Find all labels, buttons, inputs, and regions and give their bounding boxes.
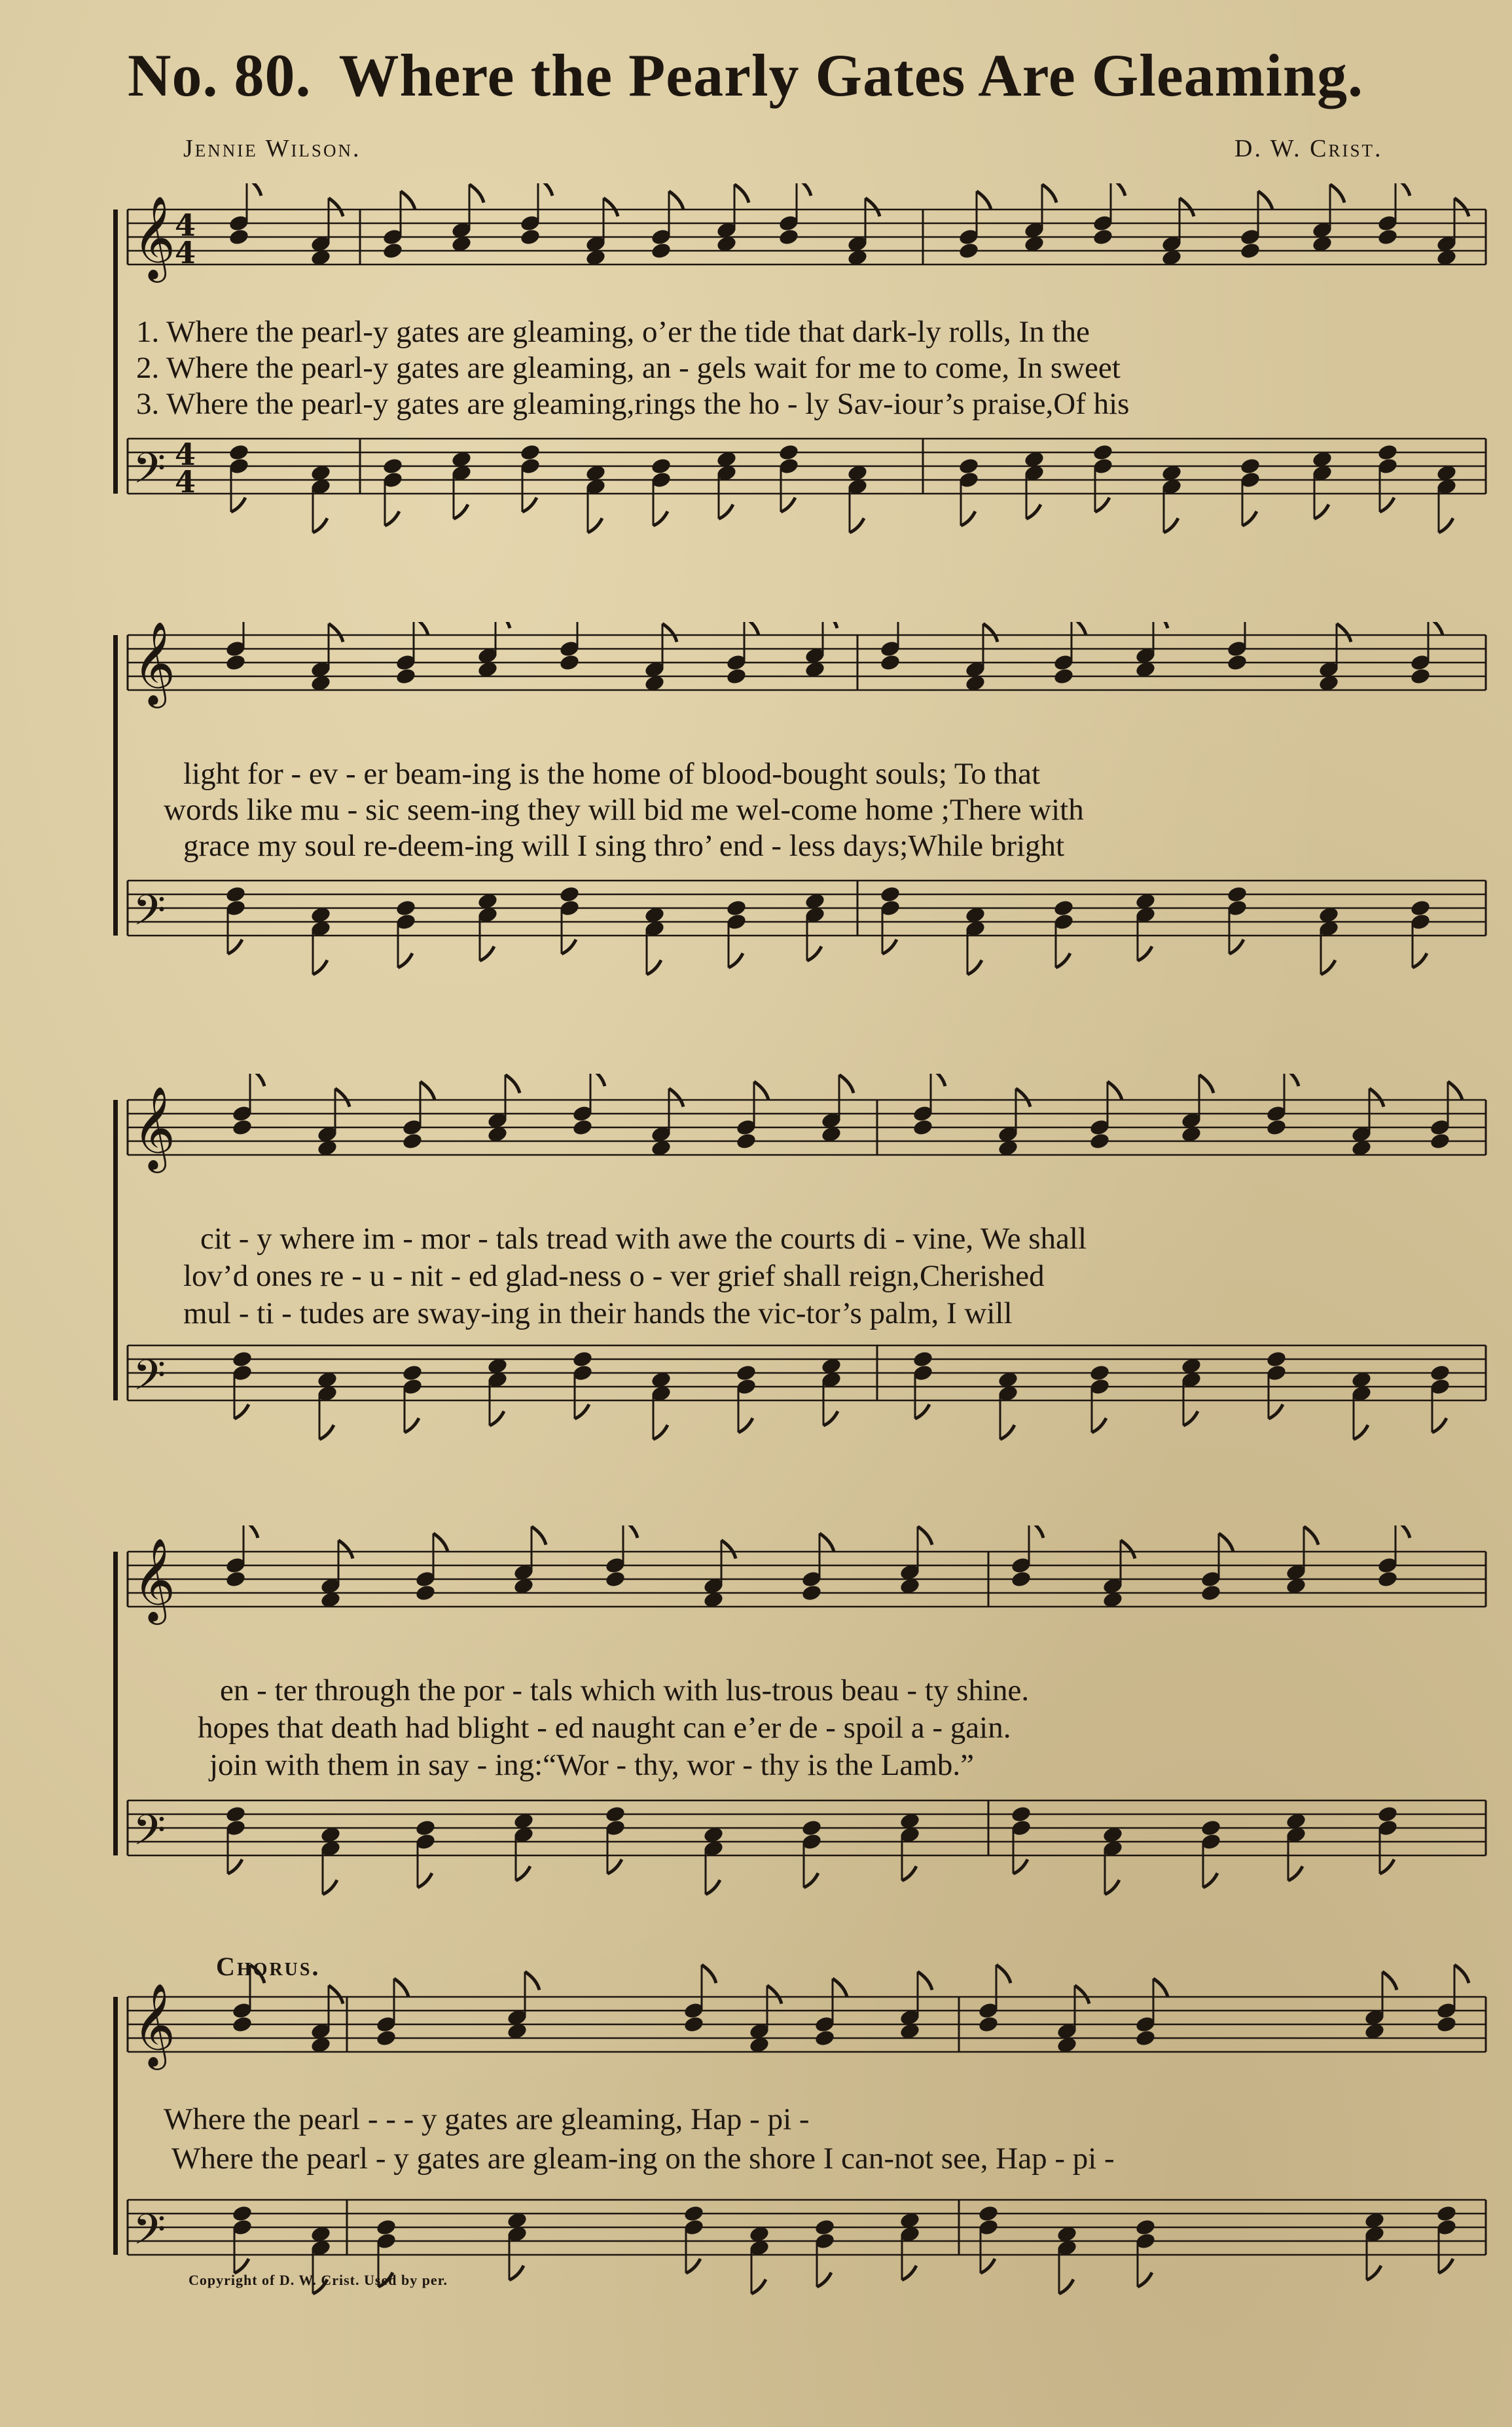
notehead xyxy=(683,2204,704,2223)
note-flag xyxy=(918,1972,932,1990)
notehead xyxy=(231,2015,253,2034)
notehead xyxy=(801,1584,822,1602)
notehead xyxy=(1435,2015,1457,2034)
notehead xyxy=(725,667,747,685)
lyric-verse-2: 2. Where the pearl-y gates are gleaming, an - gels wait for me to come, In sweet xyxy=(136,351,1121,385)
notehead xyxy=(519,228,541,246)
note-flag xyxy=(243,1525,258,1538)
note-flag xyxy=(588,519,602,533)
note-flag xyxy=(420,1082,435,1100)
note-flag xyxy=(961,511,975,526)
note-flag xyxy=(398,953,412,968)
note-flag xyxy=(1269,1404,1283,1419)
composer-credit: D. W. Crist. xyxy=(1234,135,1383,162)
note-flag xyxy=(647,960,661,975)
notehead xyxy=(414,1819,436,1837)
note-flag xyxy=(819,1533,834,1552)
notehead xyxy=(778,443,799,462)
notehead xyxy=(778,228,799,246)
note-flag xyxy=(1330,185,1344,203)
note-flag xyxy=(1107,1082,1122,1100)
note-flag xyxy=(1432,1418,1447,1432)
notehead xyxy=(1010,1570,1032,1588)
notehead xyxy=(725,899,747,917)
note-flag xyxy=(313,960,327,975)
notehead xyxy=(1377,1570,1398,1588)
note-flag xyxy=(706,1880,720,1895)
note-flag xyxy=(1183,1412,1198,1426)
bass-clef-icon: 𝄢 xyxy=(133,2206,166,2265)
notehead xyxy=(1265,1350,1287,1368)
note-flag xyxy=(915,1404,929,1419)
time-signature-top: 4 xyxy=(175,437,196,472)
note-flag xyxy=(754,1082,768,1100)
notehead xyxy=(382,457,403,475)
note-flag xyxy=(603,198,618,217)
notehead xyxy=(958,242,979,260)
time-signature-bottom: 4 xyxy=(175,235,196,270)
notehead xyxy=(1239,457,1261,475)
notehead xyxy=(958,457,979,475)
notehead xyxy=(1377,1805,1398,1823)
treble-clef-icon: 𝄞 xyxy=(133,1086,176,1169)
note-flag xyxy=(231,498,245,512)
note-flag xyxy=(1439,519,1453,533)
note-flag xyxy=(531,1527,546,1545)
notehead xyxy=(225,1570,246,1588)
note-flag xyxy=(516,1867,530,1881)
note-flag xyxy=(977,191,991,210)
note-flag xyxy=(1153,622,1168,629)
note-flag xyxy=(490,1412,504,1426)
note-flag xyxy=(1026,505,1041,519)
note-flag xyxy=(1219,1533,1233,1552)
notehead xyxy=(814,2029,835,2047)
note-flag xyxy=(669,1089,683,1107)
note-flag xyxy=(469,185,484,203)
notehead xyxy=(1409,899,1431,917)
note-flag xyxy=(833,1979,847,1997)
notehead xyxy=(1226,653,1248,672)
lyric-verse-3: mul - ti - tudes are sway-ing in their hands the vic-tor’s palm, I will xyxy=(183,1296,1013,1330)
lyric-verse-1: en - ter through the por - tals which with lus-trous beau - ty shine. xyxy=(220,1673,1030,1707)
note-flag xyxy=(329,624,343,642)
note-flag xyxy=(522,498,537,512)
note-flag xyxy=(575,1404,589,1419)
notehead xyxy=(231,1350,253,1368)
notehead xyxy=(1053,899,1074,917)
treble-clef-icon: 𝄞 xyxy=(133,195,176,279)
notehead xyxy=(228,228,249,246)
note-flag xyxy=(931,1074,945,1086)
notehead xyxy=(571,1118,593,1137)
notehead xyxy=(395,667,416,685)
note-flag xyxy=(653,1425,668,1440)
notehead xyxy=(1200,1584,1221,1602)
note-flag xyxy=(1179,198,1194,217)
note-flag xyxy=(1382,1972,1397,1990)
notehead xyxy=(650,242,672,260)
note-flag xyxy=(394,1979,408,1997)
notehead xyxy=(1134,2218,1156,2236)
bass-clef-icon: 𝄢 xyxy=(133,1806,166,1865)
note-flag xyxy=(250,1074,264,1086)
treble-clef-icon: 𝄞 xyxy=(133,1537,176,1621)
note-flag xyxy=(865,198,880,217)
note-flag xyxy=(1164,519,1178,533)
note-flag xyxy=(1059,2280,1073,2294)
note-flag xyxy=(902,2266,916,2280)
note-flag xyxy=(454,505,468,519)
note-flag xyxy=(1369,1089,1384,1107)
note-flag xyxy=(781,498,795,512)
note-flag xyxy=(902,1867,916,1881)
note-flag xyxy=(538,183,552,196)
note-flag xyxy=(480,947,494,961)
system-bracket xyxy=(113,210,118,494)
note-flag xyxy=(234,1404,249,1419)
note-flag xyxy=(385,511,399,526)
note-flag xyxy=(1367,2266,1381,2280)
note-flag xyxy=(1454,198,1469,217)
notehead xyxy=(1429,1132,1450,1150)
notehead xyxy=(395,899,416,917)
system-bracket xyxy=(113,635,118,936)
note-flag xyxy=(418,1873,432,1888)
note-flag xyxy=(1304,1527,1318,1545)
notehead xyxy=(683,2015,704,2034)
note-flag xyxy=(967,960,982,975)
notehead xyxy=(604,1805,626,1823)
note-flag xyxy=(918,1527,932,1545)
note-flag xyxy=(234,2259,249,2273)
note-flag xyxy=(1013,1859,1028,1874)
note-flag xyxy=(981,2259,995,2273)
notehead xyxy=(1053,667,1074,685)
note-flag xyxy=(405,1418,419,1432)
lyric-verse-1: 1. Where the pearl-y gates are gleaming, o’er the tide that dark-ly rolls, In the xyxy=(136,315,1090,349)
notehead xyxy=(1089,1132,1110,1150)
note-flag xyxy=(1380,498,1394,512)
note-flag xyxy=(505,1075,520,1093)
notehead xyxy=(231,2204,253,2223)
note-flag xyxy=(751,2280,766,2294)
note-flag xyxy=(996,1965,1011,1983)
note-flag xyxy=(313,519,327,533)
note-flag xyxy=(662,624,677,642)
note-flag xyxy=(1105,1880,1119,1895)
note-flag xyxy=(1095,498,1109,512)
notehead xyxy=(977,2204,999,2223)
notehead xyxy=(1377,443,1398,462)
note-flag xyxy=(1138,2272,1152,2287)
lyric-verse-1: cit - y where im - mor - tals tread with awe the courts di - vine, We shall xyxy=(200,1222,1087,1256)
note-flag xyxy=(329,1986,343,2004)
note-flag xyxy=(1138,947,1152,961)
notehead xyxy=(375,2218,397,2236)
music-system-1 xyxy=(0,183,1512,576)
notehead xyxy=(225,653,246,672)
note-flag xyxy=(1111,183,1125,196)
notehead xyxy=(375,2029,397,2047)
note-flag xyxy=(1428,622,1443,635)
note-flag xyxy=(1288,1867,1303,1881)
lyricist-credit: Jennie Wilson. xyxy=(183,135,361,162)
note-flag xyxy=(1016,1089,1030,1107)
note-flag xyxy=(525,1972,539,1990)
notehead xyxy=(735,1132,757,1150)
note-flag xyxy=(721,1541,736,1559)
note-flag xyxy=(1121,1541,1135,1559)
notehead xyxy=(1239,242,1261,260)
notehead xyxy=(1092,443,1113,462)
note-flag xyxy=(1056,953,1070,968)
note-flag xyxy=(1321,960,1335,975)
notehead xyxy=(604,1570,626,1588)
note-flag xyxy=(1337,624,1351,642)
lyric-verse-3: 3. Where the pearl-y gates are gleaming,rings the ho - ly Sav-iour’s praise,Of his xyxy=(136,387,1130,421)
note-flag xyxy=(335,1089,350,1107)
note-flag xyxy=(804,1873,818,1888)
note-flag xyxy=(1454,1965,1469,1983)
note-flag xyxy=(509,2266,524,2280)
notehead xyxy=(1089,1364,1110,1382)
notehead xyxy=(1092,228,1113,246)
notehead xyxy=(1134,2029,1156,2047)
notehead xyxy=(1010,1805,1032,1823)
note-flag xyxy=(1075,1986,1089,2004)
notehead xyxy=(1200,1819,1221,1837)
notehead xyxy=(231,1118,253,1137)
system-bracket xyxy=(113,1997,118,2255)
notehead xyxy=(558,653,580,672)
notehead xyxy=(1409,667,1431,685)
note-flag xyxy=(767,1986,782,2004)
note-flag xyxy=(401,191,415,210)
notehead xyxy=(814,2218,835,2236)
note-flag xyxy=(1395,183,1410,196)
bass-clef-icon: 𝄢 xyxy=(133,445,166,503)
note-flag xyxy=(329,198,343,217)
bass-clef-icon: 𝄢 xyxy=(133,1351,166,1410)
note-flag xyxy=(817,2272,831,2287)
note-flag xyxy=(414,622,428,635)
note-flag xyxy=(823,1412,838,1426)
lyric-verse-2: lov’d ones re - u - nit - ed glad-ness o - ver grief shall reign,Cherished xyxy=(183,1259,1045,1293)
notehead xyxy=(558,885,580,903)
notehead xyxy=(225,1805,246,1823)
lyric-verse-3: grace my soul re-deem-ing will I sing thro’ end - less days;While bright xyxy=(183,829,1065,863)
treble-clef-icon: 𝄞 xyxy=(133,1982,176,2066)
note-flag xyxy=(323,1880,337,1895)
notehead xyxy=(414,1584,436,1602)
time-signature-top: 4 xyxy=(175,208,196,243)
note-flag xyxy=(1242,511,1257,526)
note-flag xyxy=(319,1425,334,1440)
note-flag xyxy=(1203,1873,1217,1888)
note-flag xyxy=(1000,1425,1015,1440)
notehead xyxy=(977,2015,999,2034)
note-flag xyxy=(607,1859,622,1874)
note-flag xyxy=(839,1075,854,1093)
treble-clef-icon: 𝄞 xyxy=(133,622,176,704)
note-flag xyxy=(823,622,837,629)
note-flag xyxy=(744,622,759,635)
hymn-number: No. 80. xyxy=(128,42,312,109)
note-flag xyxy=(797,183,811,196)
note-flag xyxy=(738,1418,753,1432)
copyright-notice: Copyright of D. W. Crist. Used by per. xyxy=(189,2272,448,2288)
hymn-title: Where the Pearly Gates Are Gleaming. xyxy=(338,42,1364,109)
note-flag xyxy=(562,940,576,954)
note-flag xyxy=(1314,505,1329,519)
music-system-2 xyxy=(0,622,1512,1041)
lyric-verse-3: join with them in say - ing:“Wor - thy, wor - thy is the Lamb.” xyxy=(209,1748,974,1782)
note-flag xyxy=(669,191,683,210)
notehead xyxy=(382,242,403,260)
note-flag xyxy=(1448,1082,1462,1100)
note-flag xyxy=(850,519,864,533)
chorus-label: Chorus. xyxy=(216,1952,321,1981)
notehead xyxy=(650,457,672,475)
notehead xyxy=(912,1350,933,1368)
music-system-3 xyxy=(0,1074,1512,1493)
notehead xyxy=(1377,228,1398,246)
note-flag xyxy=(686,2259,700,2273)
lyric-verse-1: light for - ev - er beam-ing is the home of blood-bought souls; To that xyxy=(183,757,1041,791)
note-flag xyxy=(983,624,998,642)
note-flag xyxy=(1029,1525,1043,1538)
note-flag xyxy=(1395,1525,1410,1538)
notehead xyxy=(401,1364,423,1382)
music-system-4 xyxy=(0,1525,1512,1944)
note-flag xyxy=(719,505,733,519)
system-bracket xyxy=(113,1100,118,1400)
note-flag xyxy=(247,183,261,196)
lyric-verse-2: hopes that death had blight - ed naught can e’er de - spoil a - gain. xyxy=(198,1711,1011,1745)
note-flag xyxy=(433,1533,448,1552)
note-flag xyxy=(734,185,749,203)
note-flag xyxy=(338,1541,353,1559)
system-bracket xyxy=(113,1552,118,1855)
note-flag xyxy=(807,947,821,961)
note-flag xyxy=(1229,940,1244,954)
note-flag xyxy=(882,940,897,954)
note-flag xyxy=(1354,1425,1368,1440)
note-flag xyxy=(228,940,242,954)
lyric-verse-2: words like mu - sic seem-ing they will bid me wel-come home ;There with xyxy=(164,793,1084,827)
note-flag xyxy=(1071,622,1086,635)
note-flag xyxy=(1153,1979,1168,1997)
notehead xyxy=(519,443,541,462)
note-flag xyxy=(1042,185,1056,203)
notehead xyxy=(225,885,246,903)
notehead xyxy=(1429,1364,1450,1382)
note-flag xyxy=(1092,1418,1106,1432)
time-signature-bottom: 4 xyxy=(175,464,196,500)
hymn-title-heading xyxy=(128,41,1363,110)
note-flag xyxy=(702,1965,716,1983)
notehead xyxy=(571,1350,593,1368)
notehead xyxy=(228,443,249,462)
note-flag xyxy=(1439,2259,1453,2273)
note-flag xyxy=(495,622,510,629)
note-flag xyxy=(1413,953,1427,968)
notehead xyxy=(912,1118,933,1137)
note-flag xyxy=(623,1525,638,1538)
note-flag xyxy=(1284,1074,1299,1086)
note-flag xyxy=(590,1074,605,1086)
notehead xyxy=(401,1132,423,1150)
note-flag xyxy=(228,1859,242,1874)
notehead xyxy=(801,1819,822,1837)
note-flag xyxy=(1258,191,1272,210)
notehead xyxy=(1226,885,1248,903)
notehead xyxy=(879,653,901,672)
note-flag xyxy=(1199,1075,1214,1093)
bass-clef-icon: 𝄢 xyxy=(133,886,166,945)
music-system-chorus xyxy=(0,1951,1512,2318)
chorus-lyric-1: Where the pearl - - - y gates are gleaming, Hap - pi - xyxy=(164,2102,810,2136)
note-flag xyxy=(729,953,743,968)
notehead xyxy=(879,885,901,903)
note-flag xyxy=(653,511,668,526)
note-flag xyxy=(1380,1859,1394,1874)
notehead xyxy=(1265,1118,1287,1137)
chorus-lyric-2: Where the pearl - y gates are gleam-ing on the shore I can-not see, Hap - pi - xyxy=(171,2142,1115,2176)
notehead xyxy=(1435,2204,1457,2223)
notehead xyxy=(735,1364,757,1382)
